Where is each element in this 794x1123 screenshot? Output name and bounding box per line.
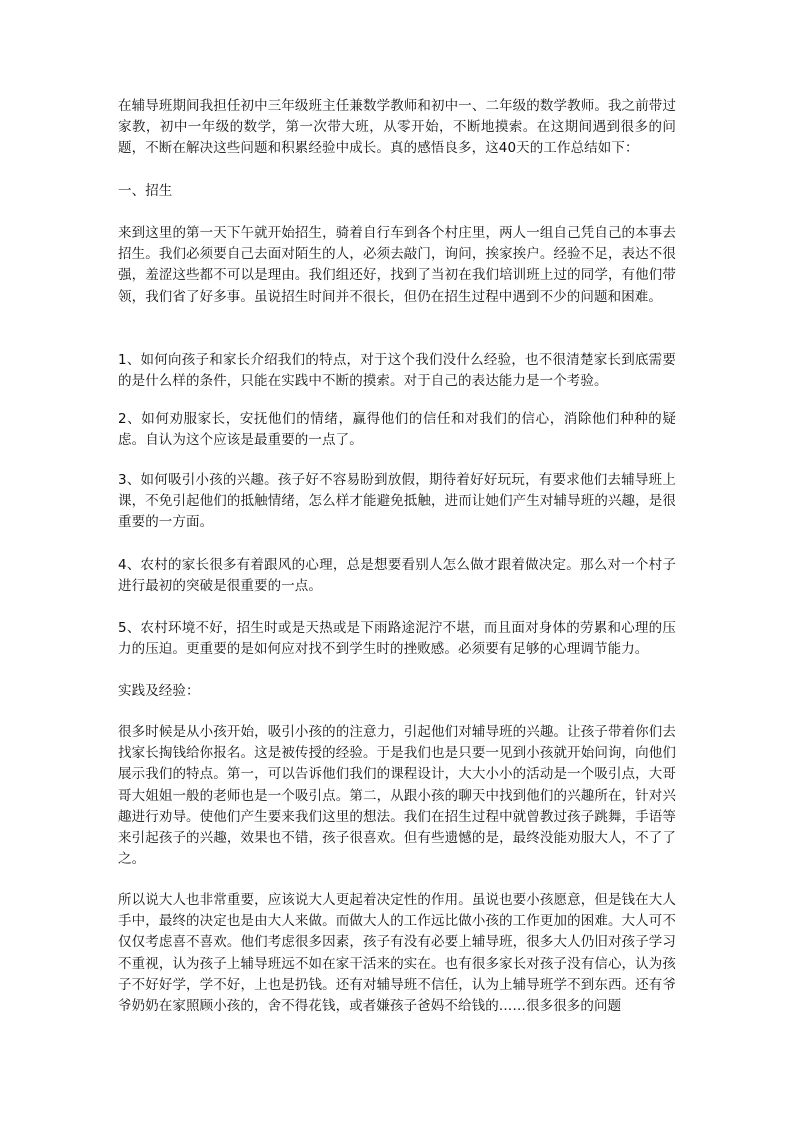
practice-paragraph: 很多时候是从小孩开始，吸引小孩的的注意力，引起他们对辅导班的兴趣。让孩子带着你们去找家长掏钱给你报名。这是被传授的经验。于是我们也是只要一见到小孩就开始问询，向他们展示我们的特点。第一，可以告诉他们我们的课程设计，大大小小的活动是一个吸引点，大哥哥大姐姐一般的老师也是一个吸引点。第二，从跟小孩的聊天中找到他们的兴趣所在，针对兴趣进行劝导。使他们产生要来我们这里的想法。我们在招生过程中就曾教过孩子跳舞，手语等来引起孩子的兴趣，效果也不错，孩子很喜欢。但有些遗憾的是，最终没能劝服大人，不了了之。 — [118, 724, 676, 868]
recruitment-point-1: 1、如何向孩子和家长介绍我们的特点，对于这个我们没什么经验，也不很清楚家长到底需要的是什么样的条件，只能在实践中不断的摸索。对于自己的表达能力是一个考验。 — [118, 352, 676, 390]
heading-recruitment: 一、招生 — [118, 183, 173, 199]
intro-paragraph: 在辅导班期间我担任初中三年级班主任兼数学教师和初中一、二年级的数学教师。我之前带过家教，初中一年级的数学，第一次带大班，从零开始，不断地摸索。在这期间遇到很多的问题，不断在解决这些问题和积累经验中成长。真的感悟良多，这40天的工作总结如下： — [118, 98, 676, 157]
adults-paragraph: 所以说大人也非常重要，应该说大人更起着决定性的作用。虽说也要小孩愿意，但是钱在大人手中，最终的决定也是由大人来做。而做大人的工作远比做小孩的工作更加的困难。大人可不仅仅考虑喜不喜欢。他们考虑很多因素，孩子有没有必要上辅导班，很多大人仍旧对孩子学习不重视，认为孩子上辅导班远不如在家干活来的实在。也有很多家长对孩子没有信心，认为孩子不好好学，学不好，上也是扔钱。还有对辅导班不信任，认为上辅导班学不到东西。还有爷爷奶奶在家照顾小孩的，舍不得花钱，或者嫌孩子爸妈不给钱的……很多很多的问题 — [118, 892, 676, 1015]
recruitment-paragraph: 来到这里的第一天下午就开始招生，骑着自行车到各个村庄里，两人一组自己凭自己的本事去招生。我们必须要自己去面对陌生的人，必须去敲门，询问，挨家挨户。经验不足，表达不很强，羞涩这些都不可以是理由。我们组还好，找到了当初在我们培训班上过的同学，有他们带领，我们省了好多事。虽说招生时间并不很长，但仍在招生过程中遇到不少的问题和困难。 — [118, 225, 676, 305]
recruitment-point-4: 4、农村的家长很多有着跟风的心理，总是想要看别人怎么做才跟着做决定。那么对一个村子进行最初的突破是很重要的一点。 — [118, 557, 676, 595]
recruitment-point-2: 2、如何劝服家长，安抚他们的情绪，赢得他们的信任和对我们的信心，消除他们种种的疑虑。自认为这个应该是最重要的一点了。 — [118, 411, 676, 449]
recruitment-point-3: 3、如何吸引小孩的兴趣。孩子好不容易盼到放假，期待着好好玩玩，有要求他们去辅导班上课，不免引起他们的抵触情绪，怎么样才能避免抵触，进而让她们产生对辅导班的兴趣，是很重要的一方面。 — [118, 472, 676, 531]
heading-practice: 实践及经验： — [118, 683, 200, 699]
recruitment-point-5: 5、农村环境不好，招生时或是天热或是下雨路途泥泞不堪，而且面对身体的劳累和心理的压力的压迫。更重要的是如何应对找不到学生时的挫败感。必须要有足够的心理调节能力。 — [118, 620, 676, 658]
